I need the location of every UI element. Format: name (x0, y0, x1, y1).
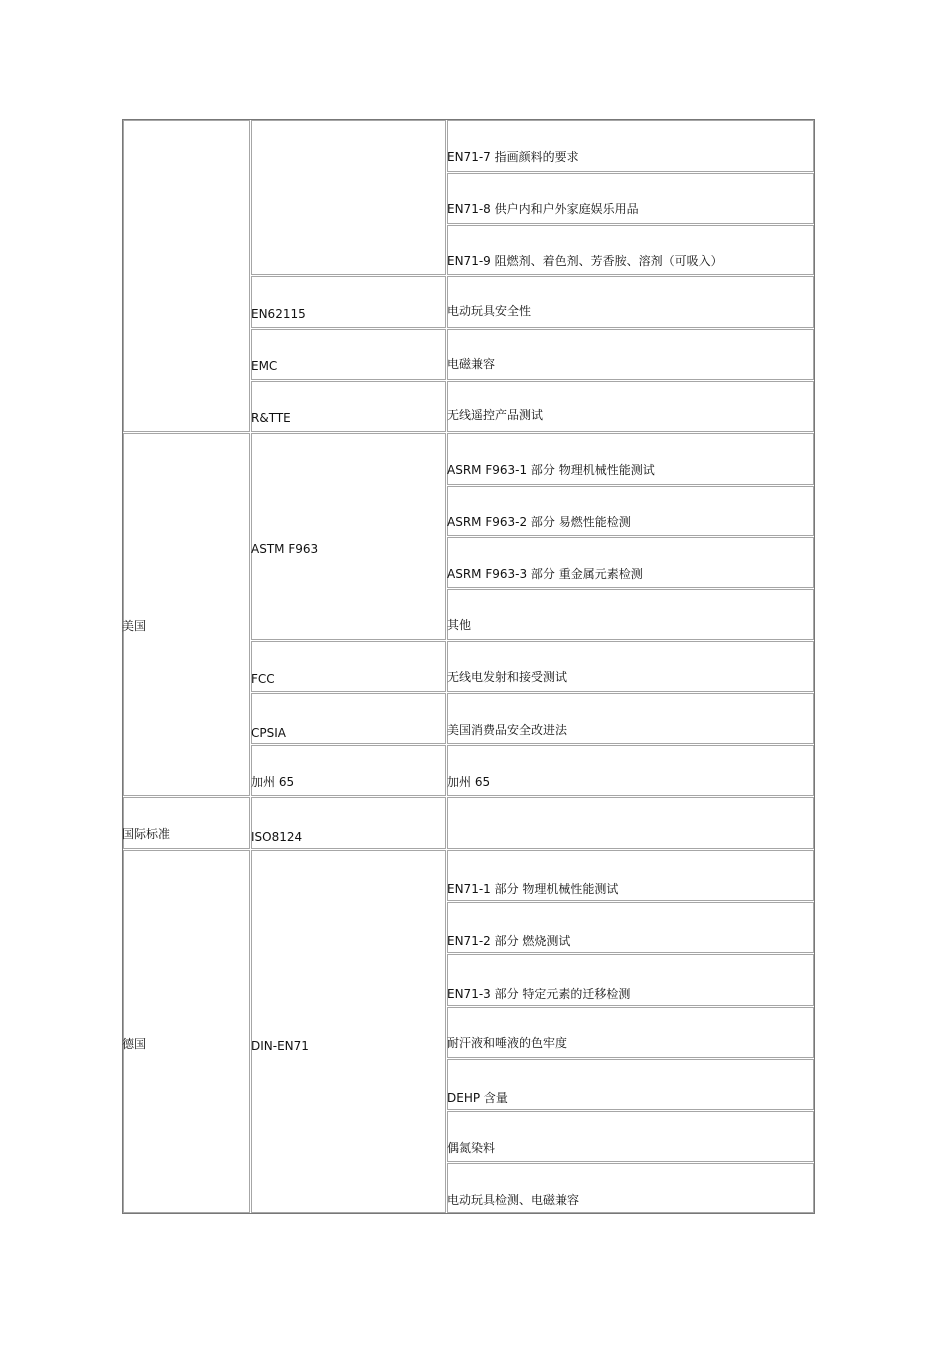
standard-cell-emc (251, 329, 446, 380)
desc-label-din-4: 耐汗液和唾液的色牢度 (447, 1036, 568, 1050)
desc-label-astm-other: 其他 (447, 618, 472, 632)
desc-cell-rtte (447, 381, 814, 432)
desc-label-cpsia: 美国消费品安全改进法 (447, 723, 568, 737)
desc-cell-iso8124 (447, 797, 814, 849)
desc-cell-emc (447, 329, 814, 380)
desc-label-din-7: 电动玩具检测、电磁兼容 (447, 1193, 580, 1207)
country-cell-germany (123, 850, 250, 1213)
standard-label-iso8124: ISO8124 (251, 830, 303, 844)
standard-label-emc: EMC (251, 359, 278, 373)
standard-label-cpsia: CPSIA (251, 726, 286, 740)
desc-label-din-2: EN71-2 部分 燃烧测试 (447, 934, 571, 948)
country-label-usa: 美国 (122, 619, 147, 633)
standard-label-fcc: FCC (251, 672, 275, 686)
standard-label-din-en71: DIN-EN71 (251, 1039, 309, 1053)
desc-label-din-3: EN71-3 部分 特定元素的迁移检测 (447, 987, 631, 1001)
desc-label-en62115: 电动玩具安全性 (447, 304, 532, 318)
standard-label-astm: ASTM F963 (251, 542, 319, 556)
standard-cell-astm (251, 433, 446, 640)
desc-label-din-5: DEHP 含量 (447, 1091, 508, 1105)
desc-label-din-6: 偶氮染料 (447, 1141, 496, 1155)
country-cell-intl (123, 797, 250, 849)
standard-label-rtte: R&TTE (251, 411, 291, 425)
desc-label-din-1: EN71-1 部分 物理机械性能测试 (447, 882, 619, 896)
standard-cell-din-en71 (251, 850, 446, 1213)
country-label-intl: 国际标准 (122, 827, 171, 841)
standard-label-en62115: EN62115 (251, 307, 306, 321)
desc-label-astm-1: ASRM F963-1 部分 物理机械性能测试 (447, 463, 655, 477)
desc-label-rtte: 无线遥控产品测试 (447, 408, 544, 422)
standard-cell-en71-continued (251, 120, 446, 275)
country-label-germany: 德国 (122, 1037, 147, 1051)
desc-label-fcc: 无线电发射和接受测试 (447, 670, 568, 684)
desc-label-en71-7: EN71-7 指画颜料的要求 (447, 150, 579, 164)
desc-cell-en71-8 (447, 173, 814, 224)
desc-cell-en71-7 (447, 120, 814, 172)
country-cell-eu-continued (123, 120, 250, 432)
desc-label-en71-9: EN71-9 阻燃剂、着色剂、芳香胺、溶剂（可吸入） (447, 254, 723, 268)
standard-cell-fcc (251, 641, 446, 692)
desc-cell-en62115 (447, 276, 814, 328)
desc-label-astm-2: ASRM F963-2 部分 易燃性能检测 (447, 515, 631, 529)
country-cell-usa (123, 433, 250, 796)
desc-label-en71-8: EN71-8 供户内和户外家庭娱乐用品 (447, 202, 639, 216)
desc-cell-din-6 (447, 1111, 814, 1162)
desc-cell-fcc (447, 641, 814, 692)
desc-cell-astm-other (447, 589, 814, 640)
desc-cell-din-4 (447, 1007, 814, 1058)
desc-cell-astm-1 (447, 433, 814, 485)
desc-label-emc: 电磁兼容 (447, 357, 496, 371)
desc-label-ca65: 加州 65 (447, 775, 491, 789)
desc-label-astm-3: ASRM F963-3 部分 重金属元素检测 (447, 567, 643, 581)
standard-label-ca65: 加州 65 (251, 775, 295, 789)
desc-cell-ca65 (447, 745, 814, 796)
